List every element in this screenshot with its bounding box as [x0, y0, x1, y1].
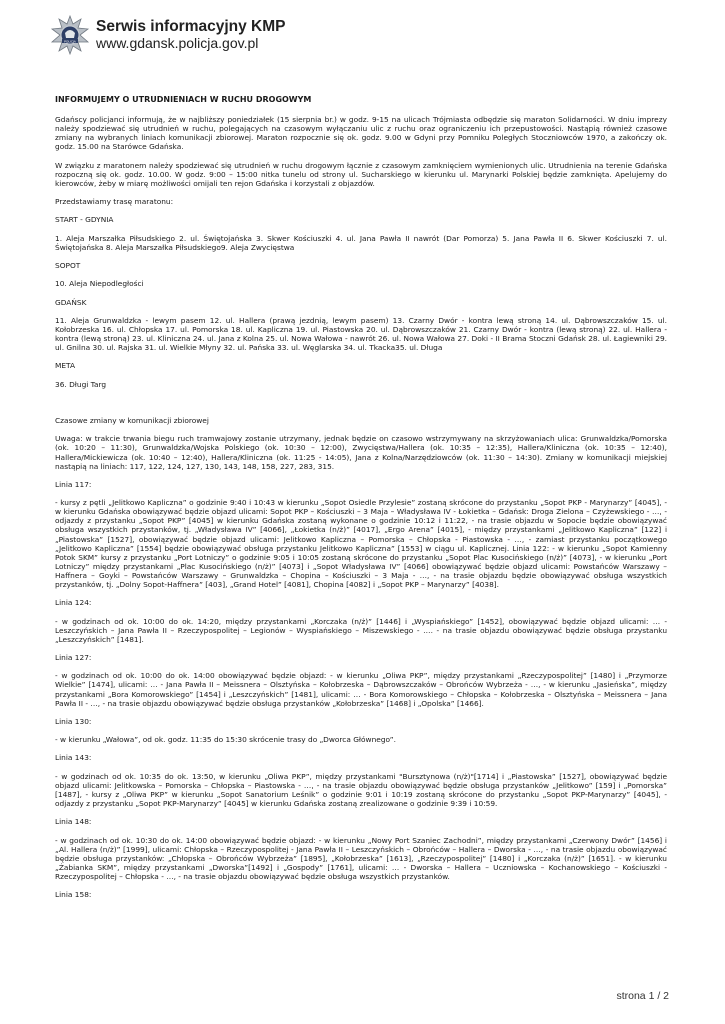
paragraph: 1. Aleja Marszałka Piłsudskiego 2. ul. Świętojańska 3. Skwer Kościuszki 4. ul. Jana Pawła II nawrót (Dar Pomorza) 5. Jana Pawła II 6. Skwer Kościuszki 7. ul. Świętojańska 8. Aleja Marszałka Piłsudskiego9. Aleja Zwycięstwa [55, 233, 667, 252]
site-header [50, 12, 286, 58]
site-title: Serwis informacyjny KMP [96, 18, 286, 35]
paragraph: SOPOT [55, 260, 81, 270]
paragraph: Przedstawiamy trasę maratonu: [55, 197, 174, 207]
paragraph: - w godzinach od ok. 10:30 do ok. 14:00 obowiązywać będzie objazd: - w kierunku „Nowy Port Szaniec Zachodni”, między przystankami „Czerwony Dwór” [1456] i „Al. Hallera (n/ż)” [1999], ulicami: Chłopska – Rzeczypospolitej - Jana Pawła II – Leszczyńskich – Obrońców – Hallera – Dworska - …, - na trasie objazdu obowiązywać będzie obsługa przystanków: „Chłopska – Obrońców Wybrzeża” [1895], „Kołobrzeska” [1613], „Rzeczypospolitej” [1480] i „Korczaka (n/ż)” [1651]. - w kierunku „Żabianka SKM”, między przystankami „Dworska”[1492] i „Gospody” [1761], ulicami: … - Dworska – Hallera – Uczniowska – Kochanowskiego – Kościuszki - Rzeczypospolitej – Chłopska - …, - na trasie objazdu obowiązywać będzie obsługa wszystkich przystanków. [55, 835, 667, 881]
paragraph: Uwaga: w trakcie trwania biegu ruch tramwajowy zostanie utrzymany, jednak będzie on czasowo wstrzymywany na skrzyżowaniach ulica: Grunwaldzka/Pomorska (ok. 10:20 – 11:30), Grunwaldzka/Wojska Polskiego (ok. 10:30 – 12:00), Zwycięstwa/Hallera (ok. 10:35 – 12:35), Hallera/Kliniczna (ok. 10:35 – 12:40), Hallera/Mickiewicza (ok. 10:40 – 12:40), Hallera/Kliniczna (ok. 11:25 - 14:05), Jana z Kolna/Narzędziowców (ok. 11:30 – 14:30). Zmiany w komunikacji miejskiej nastąpią na liniach: 117, 122, 124, 127, 130, 143, 148, 158, 227, 283, 315. [55, 434, 667, 471]
police-star-badge-icon [50, 14, 90, 56]
site-url[interactable]: www.gdansk.policja.gov.pl [96, 35, 259, 51]
paragraph: Czasowe zmiany w komunikacji zbiorowej [55, 416, 209, 426]
paragraph: 10. Aleja Niepodległości [55, 279, 144, 289]
paragraph: - w godzinach od ok. 10:00 do ok. 14:20, między przystankami „Korczaka (n/ż)” [1446] i „Wyspiańskiego” [1452], obowiązywać będzie objazd ulicami: … - Leszczyńskich – Jana Pawła II – Rzeczypospolitej – Legionów – Wyspiańskiego – Miszewskiego - …. - na trasie objazdu obowiązywać będzie obsługa przystanku „Leszczyńskich” [1481]. [55, 616, 667, 644]
paragraph: Linia 148: [55, 817, 92, 827]
paragraph: Linia 143: [55, 753, 92, 763]
paragraph [55, 398, 667, 407]
paragraph: 11. Aleja Grunwaldzka - lewym pasem 12. ul. Hallera (prawą jezdnią, lewym pasem) 13. Czarny Dwór - kontra lewą stroną 14. ul. Dąbrowszczaków 15. ul. Kołobrzeska 16. ul. Chłopska 17. ul. Pomorska 18. ul. Kapliczna 19. ul. Piastowska 20. ul. Dąbrowszczaków 21. Czarny Dwór - kontra (lewą stroną) 22. ul. Hallera - kontra (lewą stroną) 23. ul. Kliniczna 24. ul. Jana z Kolna 25. ul. Nowa Wałowa - nawrót 26. ul. Nowa Wałowa 27. Doki - II Brama Stoczni Gdańsk 28. ul. Łagiewniki 29. ul. Gnilna 30. ul. Rajska 31. ul. Wielkie Młyny 32. ul. Pańska 33. ul. Węglarska 34. ul. Tkacka35. ul. Długa [55, 315, 667, 353]
article-body [55, 115, 667, 899]
paragraph: Linia 130: [55, 716, 92, 726]
paragraph: Linia 117: [55, 479, 92, 489]
paragraph: GDAŃSK [55, 297, 87, 307]
paragraph: 36. Długi Targ [55, 379, 107, 389]
article-title: INFORMUJEMY O UTRUDNIENIACH W RUCHU DROGOWYM [55, 95, 312, 104]
article [55, 95, 667, 909]
paragraph: - w kierunku „Wałowa”, od ok. godz. 11:35 do 15:30 skrócenie trasy do „Dworca Głównego”. [55, 735, 396, 745]
paragraph: START - GDYNIA [55, 215, 114, 225]
paragraph: META [55, 361, 76, 371]
paragraph: - kursy z pętli „Jelitkowo Kapliczna” o godzinie 9:40 i 10:43 w kierunku „Sopot Osiedle Przylesie” zostaną skrócone do przystanku „Sopot PKP - Marynarzy” [4045], - w kierunku Gdańska obowiązywać będzie objazd ulicami: Sopot PKP – Kościuszki – 3 Maja – Władysława IV - Łokietka – Gdańsk: Droga Zielona – Czyżewskiego - …, - odjazdy z przystanku „Sopot PKP” [4045] w kierunku Gdańska zostaną wykonane o godzinie 10:12 i 11:22, - na trasie objazdu w Sopocie będzie obowiązywać obsługa wszystkich przystanków, tj. „Władysława IV” [4066], „Łokietka (n/ż)” [4017], „Ergo Arena” [4015], - między przystankami „Jelitkowo Kapliczna” [122] i „Piastowska” [1527], obowiązywać będzie objazd ulicami: Jelitkowo Kapliczna – Pomorska – Chłopska - Piastowska - …, - zamiast przystanku początkowego „Jelitkowo Kapliczna” [1554] będzie obowiązywać obsługa przystanku Jelitkowo Kapliczna” [1553] w ciągu ul. Kaplicznej. Linia 122: - w kierunku „Sopot Kamienny Potok SKM” kursy z przystanku „Port Lotniczy” o godzinie 9:05 i 10:05 zostaną skrócone do przystanku „Sopot Plac Kusocińskiego (n/ż)” [4073], - w kierunku „Port Lotniczy” między przystankami „Plac Kusocińskiego (n/ż)” [4073] i „Sopot Władysława IV” [4066] obowiązywać będzie objazd ulicami: Powstańców Warszawy – Haffnera – Goyki – Powstańców Warszawy – Grunwaldzka – Chopina – Kościuszki – 3 Maja - …, - na trasie objazdu będzie obowiązywać obsługa wszystkich przystanków, tj. „Dolny Sopot-Haffnera” [403], „Grand Hotel” [4081], Chopina [4082] i „Sopot PKP – Marynarzy” [4038]. [55, 498, 667, 589]
paragraph: - w godzinach od ok. 10:00 do ok. 14:00 obowiązywać będzie objazd: - w kierunku „Oliwa PKP”, między przystankami „Rzeczypospolitej” [1480] i „Przymorze Wielkie” [1474], ulicami: … - Jana Pawła II – Meissnera – Olsztyńska – Kołobrzeska – Dąbrowszczaków – Obrońców Wybrzeża - …, - w kierunku „Jasieńska”, między przystankami „Bora Komorowskiego” [1454] i „Leszczyńskich” [1481], ulicami: … - Bora Komorowskiego – Chłopska – Kołobrzeska – Olsztyńska – Meissnera – Jana Pawła II - …, - na trasie objazdu obowiązywać będzie obsługa przystanków „Kołobrzeska” [1468] i „Opolska” [1466]. [55, 671, 667, 708]
page-number: strona 1 / 2 [616, 990, 669, 1002]
paragraph: Gdańscy policjanci informują, że w najbliższy poniedziałek (15 sierpnia br.) w godz. 9-15 na ulicach Trójmiasta odbędzie się maraton Solidarności. W dniu imprezy należy spodziewać się utrudnień w ruchu, polegających na czasowym wyłączaniu ulic z ruchu oraz ograniczeniu ich przepustowości. Nastąpią również czasowe zmiany na wybranych liniach komunikacji zbiorowej. Maraton rozpocznie się ok. godz. 9.00 w Gdyni przy Pomniku Poległych Stoczniowców 1970, a zakończy ok. godz. 15.00 na Starówce Gdańska. [55, 115, 667, 152]
paragraph: Linia 124: [55, 598, 92, 608]
paragraph: - w godzinach od ok. 10:35 do ok. 13:50, w kierunku „Oliwa PKP”, między przystankami "Bursztynowa (n/ż)"[1714] i „Piastowska” [1527], obowiązywać będzie objazd ulicami: Jelitkowska – Pomorska – Chłopska – Piastowska - …, - na trasie objazdu obowiązywać będzie obsługa przystanków „Jelitkowo” [159] i „Pomorska” [1487], - kursy z „Oliwa PKP” w kierunku „Sopot Sanatorium Leśnik” o godzinie 9:01 i 10:19 zostaną skrócone do przystanku „Sopot PKP-Marynarzy” [4045], - odjazdy z przystanku „Sopot PKP-Marynarzy” [4045] w kierunku Gdańska zostaną zrealizowane o godzinie 9:39 i 10:59. [55, 771, 667, 808]
paragraph: W związku z maratonem należy spodziewać się utrudnień w ruchu drogowym łącznie z czasowym zamknięciem wymienionych ulic. Utrudnienia na terenie Gdańska rozpoczną się ok. godz. 10.00. W godz. 9:00 – 15:00 nitka tunelu od strony ul. Sucharskiego w kierunku ul. Marynarki Polskiej będzie zamknięta. Apelujemy do kierowców, żeby w miarę możliwości omijali ten rejon Gdańska i korzystali z objazdów. [55, 160, 667, 188]
paragraph: Linia 127: [55, 653, 92, 663]
paragraph: Linia 158: [55, 890, 92, 900]
svg-text:POLICJA: POLICJA [64, 39, 76, 44]
